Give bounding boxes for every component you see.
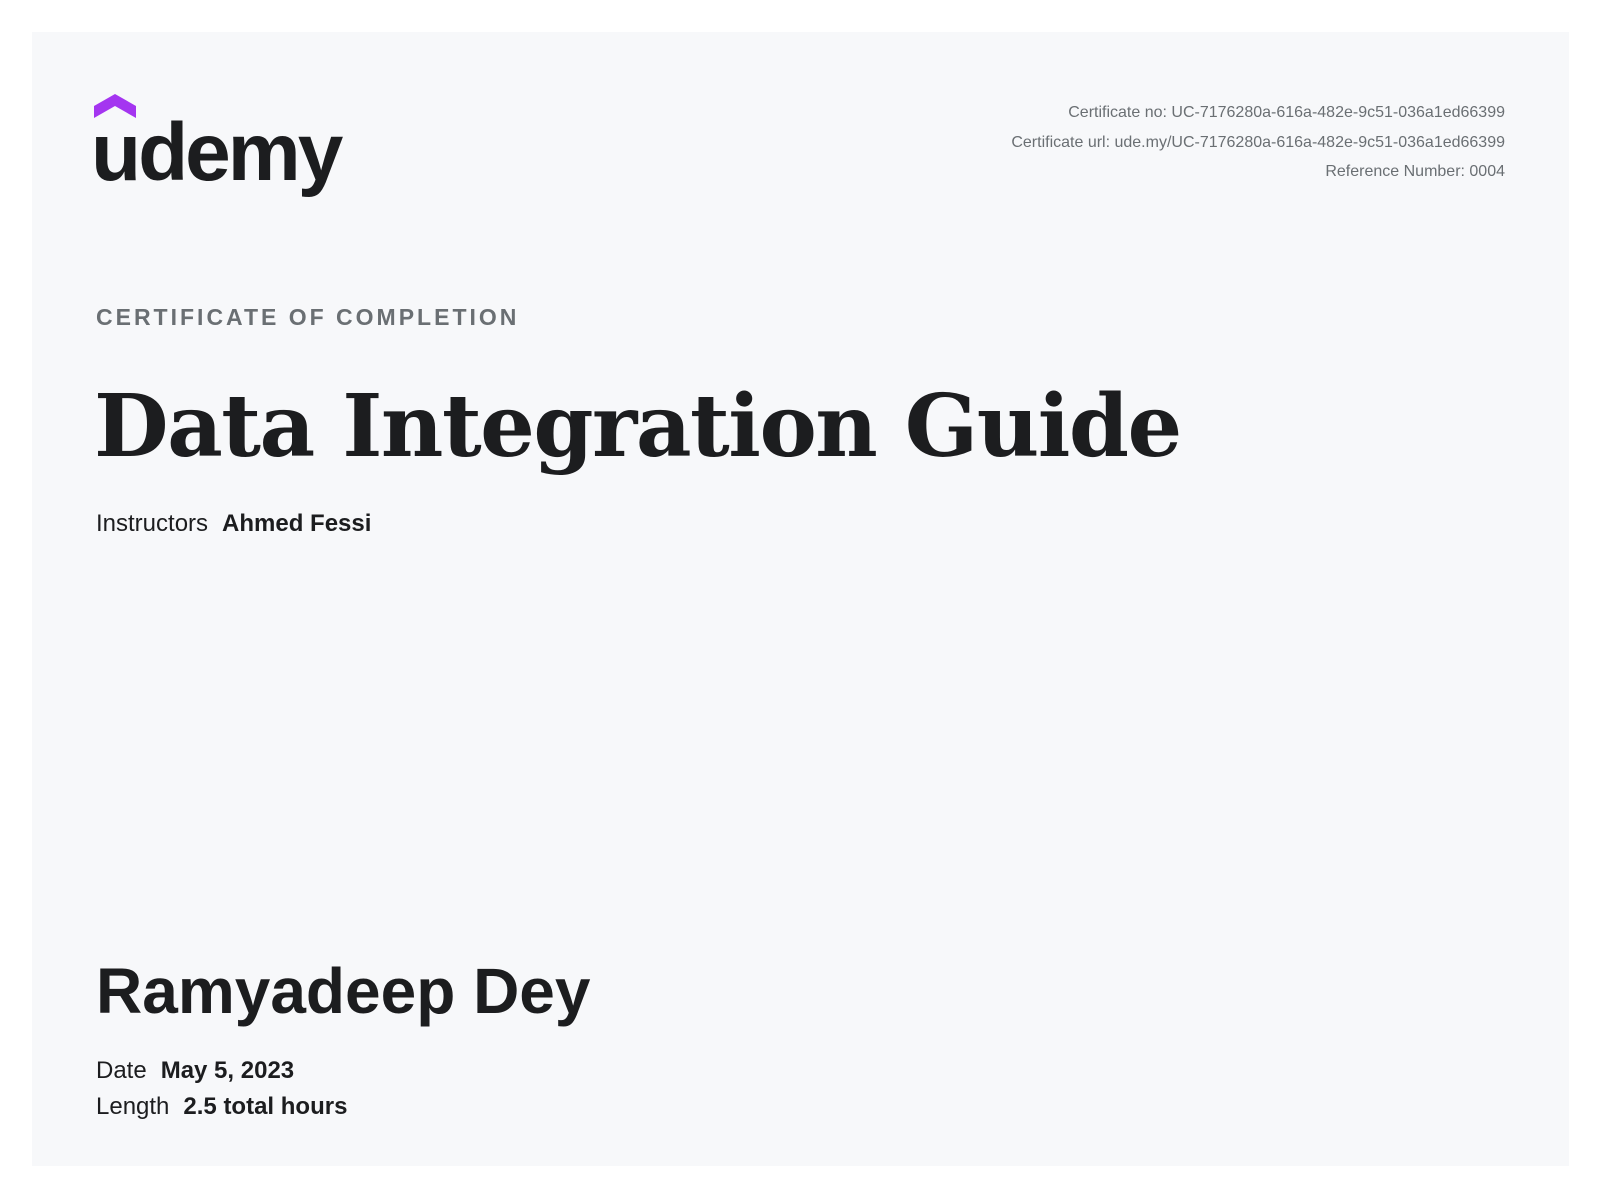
- logo-wordmark: udemy: [91, 107, 341, 198]
- certificate-meta: [1011, 98, 1505, 187]
- reference-number: Reference Number: 0004: [1325, 163, 1505, 180]
- certificate-url: Certificate url: ude.my/UC-7176280a-616a-482e-9c51-036a1ed66399: [1011, 133, 1505, 151]
- length-value: 2.5 total hours: [183, 1093, 348, 1120]
- date-line: [96, 1057, 294, 1085]
- certificate-number: Certificate no: UC-7176280a-616a-482e-9c51-036a1ed66399: [1068, 104, 1505, 121]
- instructors-line: [96, 510, 371, 538]
- certificate-kicker: CERTIFICATE OF COMPLETION: [96, 304, 520, 330]
- instructors-value: Ahmed Fessi: [222, 510, 372, 537]
- date-label: Date: [96, 1057, 147, 1084]
- certificate: [32, 32, 1569, 1166]
- udemy-logo: [91, 94, 364, 204]
- length-label: Length: [96, 1093, 170, 1120]
- recipient-name: Ramyadeep Dey: [96, 955, 591, 1027]
- course-title: Data Integration Guide: [94, 376, 1181, 477]
- instructors-label: Instructors: [96, 510, 209, 537]
- date-value: May 5, 2023: [160, 1057, 295, 1084]
- length-line: [96, 1093, 347, 1121]
